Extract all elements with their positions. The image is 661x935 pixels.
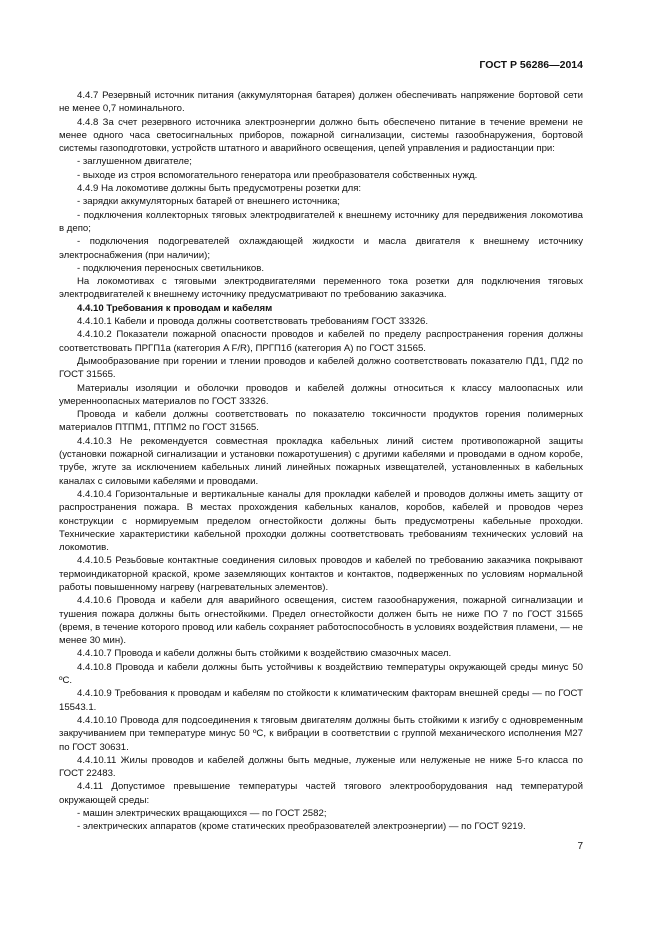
paragraph: 4.4.7 Резервный источник питания (аккумуляторная батарея) должен обеспечивать напряжение бортовой сети не менее 0,7 номинального. — [59, 90, 583, 115]
paragraph: - заглушенном двигателе; — [77, 156, 192, 168]
paragraph: Материалы изоляции и оболочки проводов и кабелей должны относиться к классу малоопасных или умеренноопасных материалов по ГОСТ 33326. — [59, 382, 583, 407]
paragraph: 4.4.10.7 Провода и кабели должны быть стойкими к воздействию смазочных масел. — [77, 648, 452, 660]
paragraph: 4.4.9 На локомотиве должны быть предусмотрены розетки для: — [77, 183, 362, 195]
paragraph: - подключения подогревателей охлаждающей жидкости и масла двигателя к внешнему источнику электроснабжения (при наличии); — [59, 236, 583, 261]
paragraph: 4.4.10.3 Не рекомендуется совместная прокладка кабельных линий систем противопожарной защиты (установки пожарной сигнализации и установки пожаротушения) с другими кабелями и проводами в одном коробе, трубе, жгуте за исключением кабельных линий линейных пожарных извещателей, установленных в кабельных каналах с силовыми кабелями и проводами. — [59, 435, 583, 487]
paragraph: 4.4.10.4 Горизонтальные и вертикальные каналы для прокладки кабелей и проводов должны иметь защиту от распространения пожара. В местах прохождения кабельных каналов, коробов, кабелей и проводов через конструкции с нормируемым пределом огнестойкости должны быть предусмотрены кабельные проходки. Технические характеристики кабельной проходки должны соответствовать требованиям технических условий на локомотив. — [59, 488, 583, 554]
paragraph: - электрических аппаратов (кроме статических преобразователей электроэнергии) — по ГОСТ 9219. — [77, 821, 526, 833]
document-body — [59, 89, 583, 834]
page-number: 7 — [577, 841, 583, 852]
paragraph: 4.4.10.11 Жилы проводов и кабелей должны быть медные, луженые или нелуженые не ниже 5-го класса по ГОСТ 22483. — [59, 754, 583, 780]
paragraph: 4.4.11 Допустимое превышение температуры частей тягового электрооборудования над температурой окружающей среды: — [59, 781, 583, 806]
paragraph: 4.4.10.9 Требования к проводам и кабелям по стойкости к климатическим факторам внешней среды — по ГОСТ 15543.1. — [59, 688, 583, 713]
paragraph: - подключения коллекторных тяговых электродвигателей к внешнему источнику для передвижения локомотива в депо; — [59, 209, 583, 234]
paragraph: 4.4.10.6 Провода и кабели для аварийного освещения, систем газообнаружения, пожарной сигнализации и тушения пожара должны быть огнестойкими. Предел огнестойкости должен быть не ниже ПО 7 по ГОСТ 31565 (время, в течение которого провод или кабель сохраняет работоспособность в условиях воздействия пламени, — не менее 30 мин). — [59, 595, 583, 647]
paragraph: - подключения переносных светильников. — [77, 262, 265, 274]
section-heading: 4.4.10 Требования к проводам и кабелям — [77, 302, 273, 314]
standard-header: ГОСТ Р 56286—2014 — [479, 59, 583, 71]
paragraph: 4.4.10.1 Кабели и провода должны соответствовать требованиям ГОСТ 33326. — [77, 316, 429, 328]
paragraph: Провода и кабели должны соответствовать по показателю токсичности продуктов горения полимерных материалов ПТПМ1, ПТПМ2 по ГОСТ 31565. — [59, 409, 583, 434]
paragraph: 4.4.10.2 Показатели пожарной опасности проводов и кабелей по пределу распространения горения должны соответствовать ПРГП1а (категория A F/R), ПРГП1б (категория А) по ГОСТ 31565. — [59, 329, 583, 354]
paragraph: 4.4.10.8 Провода и кабели должны быть устойчивы к воздействию температуры окружающей среды минус 50 ºС. — [59, 661, 583, 687]
paragraph: 4.4.10.5 Резьбовые контактные соединения силовых проводов и кабелей по требованию заказчика покрывают термоиндикаторной краской, кроме заземляющих контактов и контактов, подверженных по условиям нормальной работы повышенному нагреву (нагревательных элементов). — [59, 555, 583, 593]
paragraph: 4.4.10.10 Провода для подсоединения к тяговым двигателям должны быть стойкими к изгибу с одновременным закручиванием при температуре минус 50 ºС, к вибрации в соответствии с группой механического исполнения М27 по ГОСТ 30631. — [59, 714, 583, 753]
paragraph: 4.4.8 За счет резервного источника электроэнергии должно быть обеспечено питание в течение времени не менее одного часа светосигнальных приборов, пожарной сигнализации, системы газообнаружения, бортовой системы газоподготовки, устройств штатного и аварийного освещения, цепей управления и радиостанции при: — [59, 116, 583, 155]
paragraph: - машин электрических вращающихся — по ГОСТ 2582; — [77, 808, 327, 820]
paragraph: На локомотивах с тяговыми электродвигателями переменного тока розетки для подключения тяговых электродвигателей к внешнему источнику предусматривают по требованию заказчика. — [59, 276, 583, 301]
paragraph: - зарядки аккумуляторных батарей от внешнего источника; — [77, 196, 340, 208]
paragraph: - выходе из строя вспомогательного генератора или преобразователя собственных нужд. — [77, 169, 478, 181]
paragraph: Дымообразование при горении и тлении проводов и кабелей должно соответствовать показателю ПД1, ПД2 по ГОСТ 31565. — [59, 355, 583, 381]
